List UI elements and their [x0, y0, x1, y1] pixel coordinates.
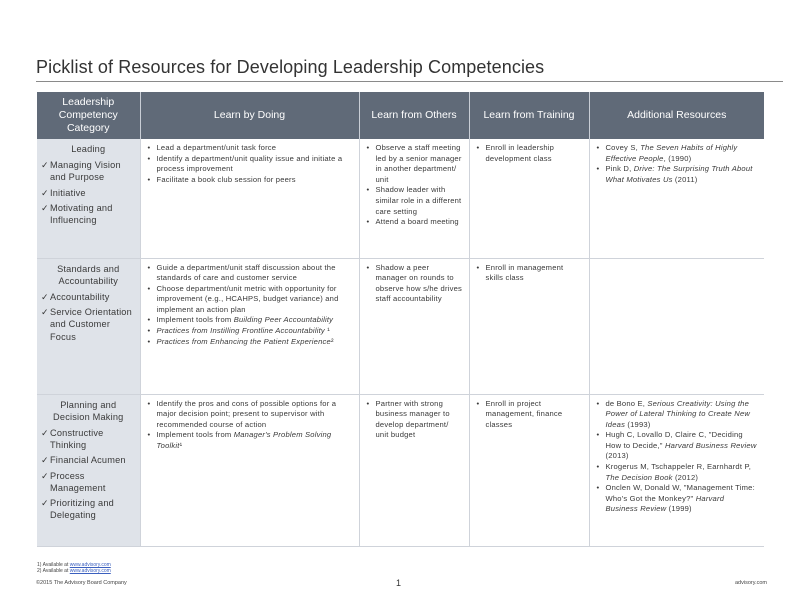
table-row: [37, 258, 764, 394]
checkmark-icon: ✓: [41, 291, 49, 302]
training-list: [476, 399, 583, 431]
list-item: [147, 337, 353, 348]
competency-label: Constructive Thinking: [50, 427, 104, 451]
bullet-icon: •: [147, 262, 151, 272]
bullet-icon: •: [147, 336, 151, 346]
doing-list: [147, 143, 353, 185]
learn-from-training-cell: [469, 394, 589, 546]
learn-from-others-cell: [359, 139, 469, 258]
table-row: [37, 394, 764, 546]
item-text: ²: [330, 336, 334, 346]
item-text: Partner with strong business manager to develop department/ unit budget: [375, 398, 450, 440]
item-text: (1999): [666, 504, 692, 514]
item-text: Pink D,: [605, 164, 634, 174]
item-title: The Decision Book: [605, 472, 673, 482]
category-cell: [37, 258, 140, 394]
list-item: [596, 164, 759, 185]
category-title: Planning and Decision Making: [53, 399, 124, 422]
page-title: Picklist of Resources for Developing Leadership Competencies: [36, 57, 545, 77]
resources-list: [596, 399, 759, 516]
bullet-icon: •: [596, 462, 600, 472]
item-text: Observe a staff meeting led by a senior manager in another department/ unit: [375, 143, 462, 184]
category-title: Leading: [71, 144, 106, 154]
item-text: Implement tools from: [156, 430, 234, 440]
learn-from-others-cell: [359, 258, 469, 394]
list-item: [596, 143, 759, 164]
competency-label: Financial Acumen: [50, 455, 126, 466]
list-item: [476, 143, 583, 164]
item-title: Practices from Enhancing the Patient Experience: [156, 336, 331, 346]
resources-list: [596, 143, 759, 185]
list-item: [366, 143, 463, 185]
checkmark-icon: ✓: [41, 427, 49, 438]
footnote-link[interactable]: www.advisory.com: [69, 562, 111, 568]
learn-by-doing-cell: [140, 139, 359, 258]
header-additional-resources: Additional Resources: [589, 92, 764, 139]
table-header-row: [37, 92, 764, 139]
footnote-link[interactable]: www.advisory.com: [69, 568, 111, 574]
item-text: Lead a department/unit task force: [156, 143, 277, 152]
checkmark-icon: ✓: [41, 187, 49, 198]
bullet-icon: •: [596, 430, 600, 440]
bullet-icon: •: [596, 164, 600, 174]
bullet-icon: •: [596, 483, 600, 493]
header-learn-from-training: Learn from Training: [469, 92, 589, 139]
item-title: Drive: The Surprising Truth About What Motivates Us: [605, 164, 753, 184]
doing-list: [147, 399, 353, 452]
learn-by-doing-cell: [140, 394, 359, 546]
footnote-number: 1): [37, 562, 42, 568]
bullet-icon: •: [147, 326, 151, 336]
item-text: de Bono E,: [605, 398, 648, 408]
bullet-icon: •: [476, 143, 480, 152]
learn-by-doing-cell: [140, 258, 359, 394]
bullet-icon: •: [147, 315, 151, 325]
competency-item: [41, 470, 136, 494]
category-cell: [37, 394, 140, 546]
competency-item: [41, 187, 136, 199]
item-text: Enroll in leadership development class: [485, 143, 555, 163]
list-item: [476, 399, 583, 431]
item-text: Identify a department/unit quality issue and initiate a process improvement: [156, 153, 343, 174]
category-cell: [37, 139, 140, 258]
bullet-icon: •: [366, 262, 370, 272]
bullet-icon: •: [366, 217, 370, 227]
item-title: Building Peer Accountability: [233, 315, 334, 325]
list-item: [147, 175, 353, 186]
list-item: [596, 462, 759, 483]
title-divider: [36, 81, 783, 82]
checkmark-icon: ✓: [41, 202, 49, 213]
bullet-icon: •: [147, 153, 151, 163]
checkmark-icon: ✓: [41, 455, 49, 466]
training-list: [476, 263, 583, 284]
bullet-icon: •: [596, 143, 600, 152]
bullet-icon: •: [476, 398, 480, 408]
item-text: ¹: [179, 440, 183, 450]
item-text: (2012): [672, 472, 699, 482]
competency-label: Initiative: [50, 187, 86, 198]
item-text: Attend a board meeting: [375, 217, 459, 227]
item-text: Krogerus M, Tschappeler R, Earnhardt P,: [605, 462, 752, 472]
bullet-icon: •: [596, 398, 600, 408]
competency-label: Accountability: [50, 291, 110, 302]
checkmark-icon: ✓: [41, 470, 49, 481]
item-text: Implement tools from: [156, 315, 234, 325]
bullet-icon: •: [147, 143, 151, 152]
list-item: [596, 399, 759, 431]
list-item: [366, 217, 463, 228]
training-list: [476, 143, 583, 164]
learn-from-training-cell: [469, 258, 589, 394]
competency-item: [41, 454, 136, 466]
checkmark-icon: ✓: [41, 307, 49, 318]
footnote-label: Available at: [42, 562, 69, 568]
competency-label: Prioritizing and Delegating: [50, 497, 114, 521]
item-title: Practices from Instilling Frontline Accountability: [156, 326, 325, 336]
bullet-icon: •: [366, 143, 370, 152]
item-title: Harvard Business Review: [665, 440, 757, 450]
header-learn-from-others: Learn from Others: [359, 92, 469, 139]
others-list: [366, 263, 463, 305]
item-text: ¹: [324, 326, 330, 336]
list-item: [596, 430, 759, 462]
checkmark-icon: ✓: [41, 160, 49, 171]
competency-item: [41, 306, 136, 343]
learn-from-others-cell: [359, 394, 469, 546]
competency-label: Managing Vision and Purpose: [50, 160, 121, 183]
category-title: Standards and Accountability: [57, 263, 120, 286]
competency-table: [37, 92, 764, 547]
footnote-2: [37, 568, 111, 574]
list-item: [147, 143, 353, 154]
copyright-text: ©2015 The Advisory Board Company: [36, 580, 127, 586]
list-item: [147, 284, 353, 316]
item-text: Shadow a peer manager on rounds to observe how s/he drives staff accountability: [375, 262, 462, 304]
others-list: [366, 399, 463, 441]
list-item: [366, 185, 463, 217]
item-text: Onclen W, Donald W, "Management Time: Who's Got the Monkey?": [605, 483, 755, 503]
list-item: [596, 483, 759, 515]
competency-item: [41, 291, 136, 303]
footnotes: [37, 562, 111, 574]
additional-resources-cell: [589, 394, 764, 546]
item-text: Facilitate a book club session for peers: [156, 174, 296, 184]
item-title: Harvard Business Review: [605, 493, 725, 514]
list-item: [366, 399, 463, 441]
list-item: [147, 154, 353, 175]
list-item: [147, 430, 353, 451]
bullet-icon: •: [147, 430, 151, 440]
item-text: Shadow leader with similar role in a different care setting: [375, 185, 462, 216]
item-text: Enroll in project management, finance classes: [485, 398, 563, 429]
bullet-icon: •: [476, 262, 480, 272]
header-category: Leadership Competency Category: [37, 92, 140, 139]
item-title: The Seven Habits of Highly Effective People: [605, 143, 738, 163]
bullet-icon: •: [147, 398, 151, 408]
checkmark-icon: ✓: [41, 497, 49, 508]
item-text: Choose department/unit metric with opportunity for improvement (e.g., HCAHPS, budget variance) and implement an action plan: [156, 283, 339, 314]
competency-item: [41, 159, 136, 183]
site-url: advisory.com: [735, 580, 767, 586]
item-text: (2011): [672, 174, 698, 184]
page-number: 1: [396, 578, 402, 588]
item-text: , (1990): [663, 153, 692, 163]
competency-item: [41, 497, 136, 521]
item-text: (2013): [605, 451, 629, 461]
learn-from-training-cell: [469, 139, 589, 258]
additional-resources-cell: [589, 258, 764, 394]
list-item: [147, 263, 353, 284]
table-row: [37, 139, 764, 258]
item-text: Enroll in management skills class: [485, 262, 564, 283]
item-text: (1993): [625, 419, 651, 429]
list-item: [476, 263, 583, 284]
header-learn-by-doing: Learn by Doing: [140, 92, 359, 139]
competency-item: [41, 427, 136, 451]
item-text: Identify the pros and cons of possible options for a major decision point; present to supervisor with recommended course of action: [156, 398, 337, 429]
item-title: Manager's Problem Solving Toolkit: [156, 430, 332, 450]
bullet-icon: •: [366, 398, 370, 408]
list-item: [366, 263, 463, 305]
list-item: [147, 399, 353, 431]
competency-label: Motivating and Influencing: [50, 202, 113, 226]
competency-label: Service Orientation and Customer Focus: [50, 307, 132, 342]
list-item: [147, 315, 353, 326]
doing-list: [147, 263, 353, 348]
item-title: Serious Creativity: Using the Power of Lateral Thinking to Create New Ideas: [605, 398, 751, 429]
footnote-label: Available at: [42, 568, 69, 574]
competency-item: [41, 202, 136, 226]
competency-label: Process Management: [50, 470, 106, 493]
bullet-icon: •: [366, 185, 370, 195]
item-text: Hugh C, Lovallo D, Claire C, "Deciding How to Decide,": [605, 430, 743, 450]
bullet-icon: •: [147, 174, 151, 184]
bullet-icon: •: [147, 283, 151, 293]
list-item: [147, 326, 353, 337]
others-list: [366, 143, 463, 228]
additional-resources-cell: [589, 139, 764, 258]
item-text: Covey S,: [605, 143, 641, 152]
footnote-number: 2): [37, 568, 42, 574]
item-text: Guide a department/unit staff discussion about the standards of care and customer service: [156, 262, 336, 283]
